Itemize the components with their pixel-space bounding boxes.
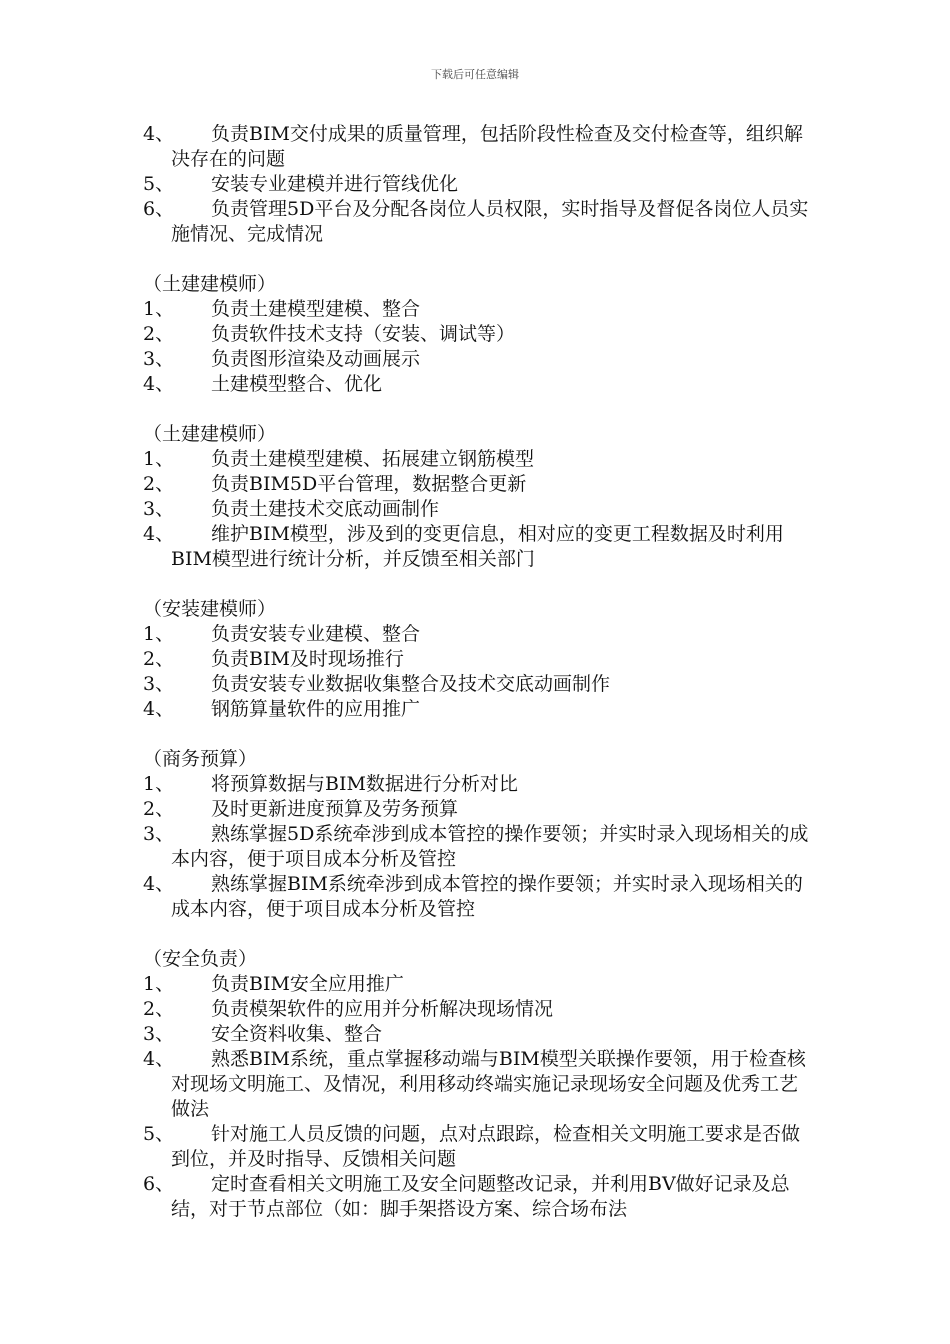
- list-item: [143, 1022, 813, 1047]
- item-text: 负责BIM5D平台管理，数据整合更新: [211, 473, 527, 495]
- item-text: 负责土建技术交底动画制作: [211, 498, 440, 520]
- list-item: [143, 672, 813, 697]
- document-body: [143, 122, 813, 1247]
- item-number: 2、: [143, 323, 175, 345]
- item-number: 3、: [143, 498, 175, 520]
- list-item: [143, 347, 813, 372]
- item-number: 1、: [143, 973, 175, 995]
- section-title: （安全负责）: [143, 948, 258, 970]
- list-item: [143, 122, 813, 172]
- item-text: 维护BIM模型，涉及到的变更信息，相对应的变更工程数据及时利用BIM模型进行统计分析，并反馈至相关部门: [171, 523, 784, 570]
- item-number: 3、: [143, 348, 175, 370]
- item-text: 负责土建模型建模、整合: [211, 298, 421, 320]
- item-text: 负责BIM安全应用推广: [211, 973, 404, 995]
- page-header: 下载后可任意编辑: [431, 68, 519, 81]
- list-item: [143, 1172, 813, 1222]
- list-item: [143, 772, 813, 797]
- item-text: 定时查看相关文明施工及安全问题整改记录，并利用BV做好记录及总结，对于节点部位（如：脚手架搭设方案、综合场布法: [171, 1173, 790, 1220]
- list-item: [143, 697, 813, 722]
- item-text: 负责安装专业数据收集整合及技术交底动画制作: [211, 673, 611, 695]
- item-number: 4、: [143, 123, 175, 145]
- item-text: 负责图形渲染及动画展示: [211, 348, 421, 370]
- list-item: [143, 322, 813, 347]
- list-item: [143, 447, 813, 472]
- item-text: 熟练掌握5D系统牵涉到成本管控的操作要领；并实时录入现场相关的成本内容，便于项目成本分析及管控: [171, 823, 809, 870]
- item-number: 2、: [143, 648, 175, 670]
- list-item: [143, 172, 813, 197]
- item-text: 负责安装专业建模、整合: [211, 623, 421, 645]
- list-item: [143, 972, 813, 997]
- section-mep-modeler: [143, 597, 813, 722]
- section-title: （安装建模师）: [143, 598, 277, 620]
- list-item: [143, 1047, 813, 1122]
- section-bim-manager-continued: [143, 122, 813, 247]
- item-number: 3、: [143, 1023, 175, 1045]
- item-text: 负责模架软件的应用并分析解决现场情况: [211, 998, 554, 1020]
- item-text: 将预算数据与BIM数据进行分析对比: [211, 773, 518, 795]
- item-text: 及时更新进度预算及劳务预算: [211, 798, 459, 820]
- item-number: 4、: [143, 373, 175, 395]
- item-number: 6、: [143, 1173, 175, 1195]
- list-item: [143, 872, 813, 922]
- item-text: 安全资料收集、整合: [211, 1023, 383, 1045]
- item-number: 1、: [143, 448, 175, 470]
- item-text: 熟悉BIM系统，重点掌握移动端与BIM模型关联操作要领，用于检查核对现场文明施工、及情况，利用移动终端实施记录现场安全问题及优秀工艺做法: [171, 1048, 806, 1120]
- item-text: 钢筋算量软件的应用推广: [211, 698, 421, 720]
- item-text: 负责BIM及时现场推行: [211, 648, 404, 670]
- item-text: 负责软件技术支持（安装、调试等）: [211, 323, 516, 345]
- list-item: [143, 822, 813, 872]
- list-item: [143, 297, 813, 322]
- item-number: 5、: [143, 173, 175, 195]
- item-text: 土建模型整合、优化: [211, 373, 383, 395]
- section-title: （土建建模师）: [143, 423, 277, 445]
- item-number: 2、: [143, 473, 175, 495]
- item-number: 4、: [143, 523, 175, 545]
- item-number: 3、: [143, 823, 175, 845]
- item-number: 1、: [143, 623, 175, 645]
- item-number: 4、: [143, 873, 175, 895]
- list-item: [143, 1122, 813, 1172]
- list-item: [143, 472, 813, 497]
- item-number: 4、: [143, 698, 175, 720]
- list-item: [143, 497, 813, 522]
- item-text: 负责土建模型建模、拓展建立钢筋模型: [211, 448, 535, 470]
- item-text: 负责管理5D平台及分配各岗位人员权限，实时指导及督促各岗位人员实施情况、完成情况: [171, 198, 809, 245]
- section-title: （土建建模师）: [143, 273, 277, 295]
- list-item: [143, 622, 813, 647]
- item-number: 1、: [143, 773, 175, 795]
- item-number: 1、: [143, 298, 175, 320]
- list-item: [143, 522, 813, 572]
- item-text: 针对施工人员反馈的问题，点对点跟踪，检查相关文明施工要求是否做到位，并及时指导、反馈相关问题: [171, 1123, 801, 1170]
- item-number: 4、: [143, 1048, 175, 1070]
- list-item: [143, 797, 813, 822]
- item-text: 安装专业建模并进行管线优化: [211, 173, 459, 195]
- section-civil-modeler-1: [143, 272, 813, 397]
- item-number: 2、: [143, 998, 175, 1020]
- list-item: [143, 997, 813, 1022]
- list-item: [143, 372, 813, 397]
- item-text: 熟练掌握BIM系统牵涉到成本管控的操作要领；并实时录入现场相关的成本内容，便于项目成本分析及管控: [171, 873, 803, 920]
- section-title: （商务预算）: [143, 748, 258, 770]
- section-business-budget: [143, 747, 813, 922]
- item-number: 3、: [143, 673, 175, 695]
- item-number: 6、: [143, 198, 175, 220]
- section-safety: [143, 947, 813, 1222]
- list-item: [143, 647, 813, 672]
- item-text: 负责BIM交付成果的质量管理，包括阶段性检查及交付检查等，组织解决存在的问题: [171, 123, 803, 170]
- section-civil-modeler-2: [143, 422, 813, 572]
- item-number: 5、: [143, 1123, 175, 1145]
- item-number: 2、: [143, 798, 175, 820]
- list-item: [143, 197, 813, 247]
